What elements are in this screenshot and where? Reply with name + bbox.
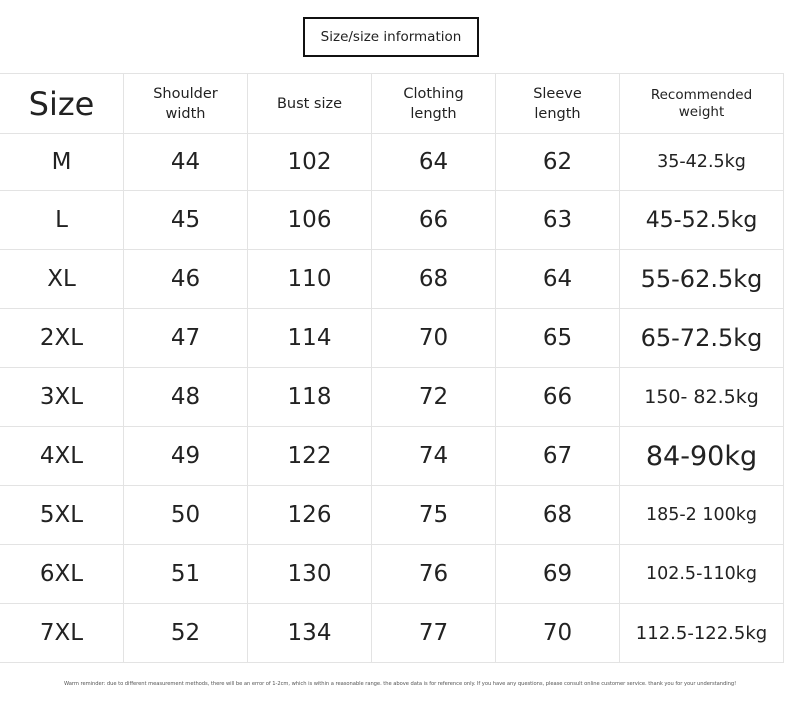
cell-length: 66: [372, 191, 496, 250]
cell-length: 72: [372, 368, 496, 427]
header-size-label: Size: [28, 84, 95, 123]
cell-shoulder: 44: [124, 134, 248, 191]
cell-size: 4XL: [0, 427, 124, 486]
header-line: length: [534, 105, 581, 122]
header-sleeve-length: [496, 74, 620, 134]
measurement-reminder-note: Warm reminder: due to different measurement methods, there will be an error of 1-2cm, which is within a reasonable range. the above data is for reference only. If you have any questions, please consult online customer service. thank you for your understanding!: [64, 681, 737, 687]
cell-weight: 150- 82.5kg: [620, 368, 784, 427]
cell-shoulder: 47: [124, 309, 248, 368]
cell-sleeve: 63: [496, 191, 620, 250]
table-row: [0, 368, 784, 427]
table-row: [0, 604, 784, 663]
cell-length: 70: [372, 309, 496, 368]
cell-weight: 102.5-110kg: [620, 545, 784, 604]
cell-length: 77: [372, 604, 496, 663]
cell-size: 2XL: [0, 309, 124, 368]
cell-size: 7XL: [0, 604, 124, 663]
cell-weight: 84-90kg: [620, 427, 784, 486]
cell-size: L: [0, 191, 124, 250]
cell-length: 64: [372, 134, 496, 191]
table-row: [0, 545, 784, 604]
cell-bust: 114: [248, 309, 372, 368]
header-line: weight: [678, 103, 725, 120]
cell-shoulder: 52: [124, 604, 248, 663]
table-row: [0, 191, 784, 250]
header-line: Recommended: [650, 86, 753, 103]
cell-bust: 110: [248, 250, 372, 309]
cell-bust: 130: [248, 545, 372, 604]
cell-shoulder: 50: [124, 486, 248, 545]
header-row: [0, 74, 784, 134]
cell-sleeve: 69: [496, 545, 620, 604]
table-row: [0, 134, 784, 191]
cell-shoulder: 48: [124, 368, 248, 427]
cell-sleeve: 67: [496, 427, 620, 486]
cell-size: 6XL: [0, 545, 124, 604]
cell-length: 68: [372, 250, 496, 309]
cell-size: M: [0, 134, 124, 191]
table-row: [0, 309, 784, 368]
cell-length: 75: [372, 486, 496, 545]
cell-shoulder: 49: [124, 427, 248, 486]
cell-weight: 185-2 100kg: [620, 486, 784, 545]
header-line: Shoulder: [153, 85, 218, 102]
cell-bust: 122: [248, 427, 372, 486]
cell-bust: 102: [248, 134, 372, 191]
header-line: Bust size: [276, 95, 343, 112]
cell-bust: 126: [248, 486, 372, 545]
size-chart-table: [0, 73, 784, 663]
title-text: Size/size information: [320, 29, 462, 45]
cell-shoulder: 45: [124, 191, 248, 250]
cell-weight: 45-52.5kg: [620, 191, 784, 250]
header-size: [0, 74, 124, 134]
table-row: [0, 486, 784, 545]
cell-sleeve: 62: [496, 134, 620, 191]
header-clothing-length: [372, 74, 496, 134]
header-line: width: [165, 105, 206, 122]
cell-bust: 134: [248, 604, 372, 663]
header-line: length: [410, 105, 457, 122]
cell-shoulder: 46: [124, 250, 248, 309]
header-shoulder-width: [124, 74, 248, 134]
cell-length: 76: [372, 545, 496, 604]
size-information-title: [303, 17, 479, 57]
cell-bust: 118: [248, 368, 372, 427]
header-bust-size: [248, 74, 372, 134]
table-row: [0, 250, 784, 309]
cell-size: 3XL: [0, 368, 124, 427]
cell-weight: 65-72.5kg: [620, 309, 784, 368]
cell-shoulder: 51: [124, 545, 248, 604]
cell-sleeve: 66: [496, 368, 620, 427]
header-line: Clothing: [403, 85, 464, 102]
cell-weight: 35-42.5kg: [620, 134, 784, 191]
cell-weight: 55-62.5kg: [620, 250, 784, 309]
cell-sleeve: 68: [496, 486, 620, 545]
table-row: [0, 427, 784, 486]
cell-length: 74: [372, 427, 496, 486]
cell-bust: 106: [248, 191, 372, 250]
header-line: Sleeve: [533, 85, 582, 102]
cell-sleeve: 65: [496, 309, 620, 368]
cell-sleeve: 70: [496, 604, 620, 663]
cell-weight: 112.5-122.5kg: [620, 604, 784, 663]
cell-sleeve: 64: [496, 250, 620, 309]
header-recommended-weight: [620, 74, 784, 134]
cell-size: 5XL: [0, 486, 124, 545]
cell-size: XL: [0, 250, 124, 309]
